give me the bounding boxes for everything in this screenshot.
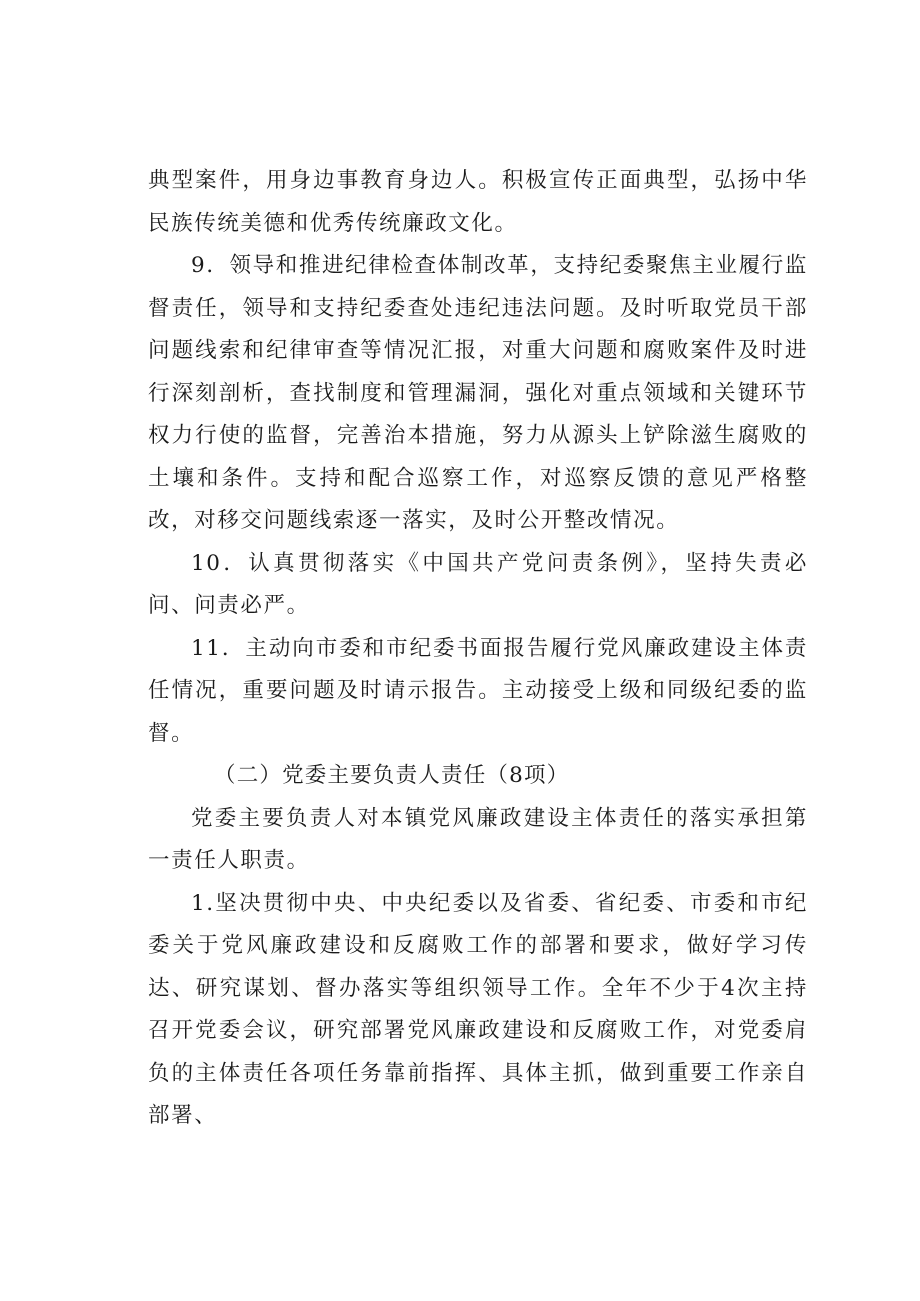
document-body [148,160,808,1138]
paragraph-item-9: 9．领导和推进纪律检查体制改革，支持纪委聚焦主业履行监督责任，领导和支持纪委查处违纪违法问题。及时听取党员干部问题线索和纪律审查等情况汇报，对重大问题和腐败案件及时进行深刻剖析，查找制度和管理漏洞，强化对重点领域和关键环节权力行使的监督，完善治本措施，努力从源头上铲除滋生腐败的土壤和条件。支持和配合巡察工作，对巡察反馈的意见严格整改，对移交问题线索逐一落实，及时公开整改情况。 [148,253,808,533]
paragraph-intro: 党委主要负责人对本镇党风廉政建设主体责任的落实承担第一责任人职责。 [148,805,808,873]
paragraph-item-10: 10．认真贯彻落实《中国共产党问责条例》，坚持失责必问、问责必严。 [148,550,808,618]
paragraph-item-1: 1.坚决贯彻中央、中央纪委以及省委、省纪委、市委和市纪委关于党风廉政建设和反腐败工作的部署和要求，做好学习传达、研究谋划、督办落实等组织领导工作。全年不少于4次主持召开党委会议，研究部署党风廉政建设和反腐败工作，对党委肩负的主体责任各项任务靠前指挥、具体主抓，做到重要工作亲自部署、 [148,890,808,1128]
section-heading: （二）党委主要负责人责任（8项） [214,763,570,788]
paragraph-continuation: 典型案件，用身边事教育身边人。积极宣传正面典型，弘扬中华民族传统美德和优秀传统廉政文化。 [148,168,808,236]
paragraph-item-11: 11．主动向市委和市纪委书面报告履行党风廉政建设主体责任情况，重要问题及时请示报告。主动接受上级和同级纪委的监督。 [148,635,808,746]
